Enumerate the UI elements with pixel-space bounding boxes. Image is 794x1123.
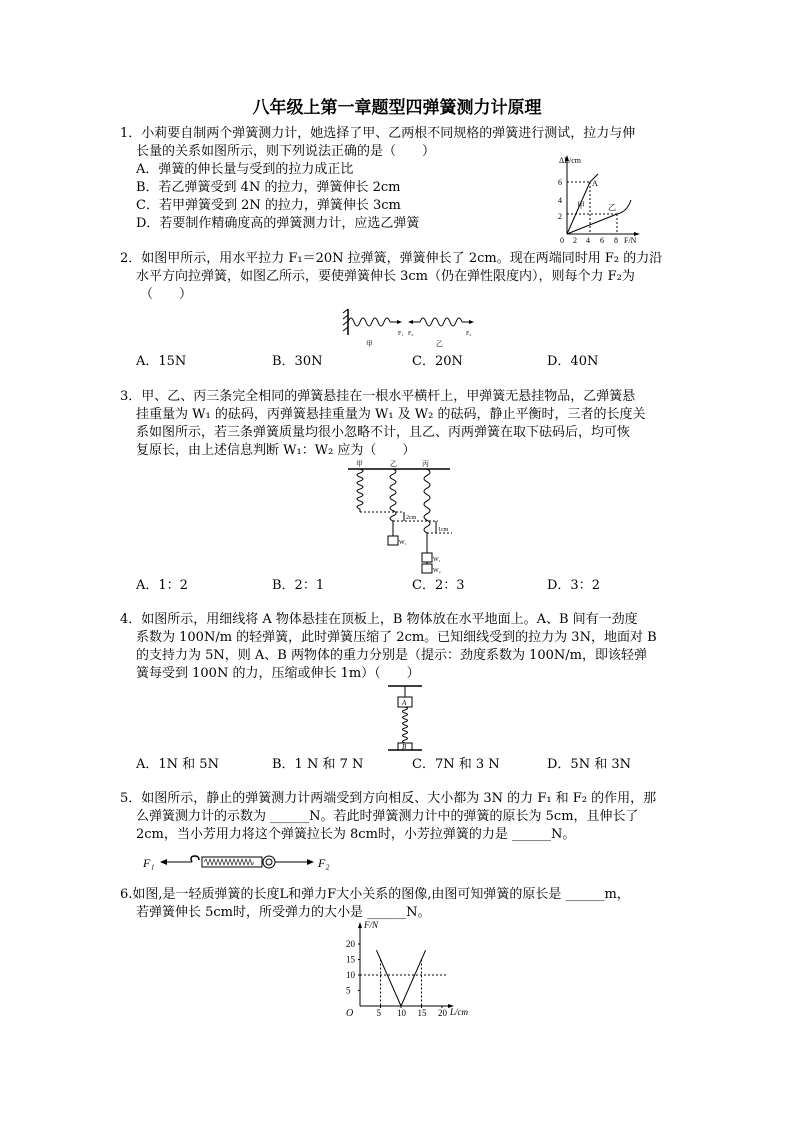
q1-xtick: 4 (586, 236, 590, 244)
q2-option-d: D．40N (547, 354, 599, 369)
q5-line-1: 5．如图所示，静止的弹簧测力计两端受到方向相反、大小都为 3N 的力 F₁ 和 F₂ 的作用，那 (120, 791, 657, 806)
q2-f1-label: F₁ (398, 331, 404, 337)
q1-origin: 0 (560, 236, 564, 244)
q6-xlabel: L/cm (450, 1007, 468, 1017)
q2-label-jia: 甲 (366, 340, 373, 348)
q1-option-d: D．若要制作精确度高的弹簧测力计，应选乙弹簧 (136, 216, 420, 231)
q6-xtick-label: 20 (438, 1008, 447, 1018)
q3-w1-yi: W₁ (399, 540, 407, 546)
q3-option-c: C．2：3 (412, 578, 465, 593)
q3-line-4: 复原长，由上述信息判断 W₁：W₂ 应为（ ） (136, 443, 416, 458)
q2-line-3: （ ） (140, 287, 193, 302)
q1-line-1: 1．小莉要自制两个弹簧测力计，她选择了甲、乙两根不同规格的弹簧进行测试，拉力与伸 (120, 126, 636, 141)
q1-option-b: B．若乙弹簧受到 4N 的拉力，弹簧伸长 2cm (136, 180, 401, 195)
q5-f2-label: F₂ (318, 856, 330, 870)
q1-label-yi: 乙 (608, 203, 616, 212)
q2-line-2: 水平方向拉弹簧，如图乙所示，要使弹簧伸长 3cm（仍在弹性限度内），则每个力 F₂为 (136, 269, 635, 284)
q1-label-jia: 甲 (577, 201, 585, 210)
q6-ylabel: F/N (364, 920, 379, 930)
q4-label-a: A (402, 699, 407, 707)
q5-line-2: 么弹簧测力计的示数为 ______N。若此时弹簧测力计中的弹簧的原长为 5cm，且伸长了 (136, 809, 639, 824)
q4-line-4: 簧每受到 100N 的力，压缩或伸长 1m）（ ） (136, 666, 420, 681)
q2-line-1: 2．如图甲所示，用水平拉力 F₁＝20N 拉弹簧，弹簧伸长了 2cm。现在两端同时用 F₂ 的力沿 (120, 251, 663, 266)
q3-label-yi: 乙 (390, 460, 397, 468)
q2-f2-left: F₂ (408, 331, 414, 337)
q1-ytick: 6 (558, 178, 562, 187)
q1-ytick: 4 (558, 196, 562, 205)
q6-series-line-left (376, 950, 401, 1006)
q1-xtick: 8 (614, 236, 618, 244)
q1-ylabel: ΔL/cm (559, 156, 582, 165)
q3-line-2: 挂重量为 W₁ 的砝码，丙弹簧悬挂重量为 W₁ 及 W₂ 的砝码，静止平衡时，三者的长度关 (136, 407, 646, 422)
q5-f1-label: F₁ (143, 856, 155, 870)
q3-w1-bing: W₁ (433, 557, 441, 563)
q6-xtick-label: 10 (397, 1008, 406, 1018)
q4-option-c: C．7N 和 3 N (412, 757, 500, 772)
q3-label-jia: 甲 (356, 460, 363, 468)
q1-xlabel: F/N (624, 236, 637, 244)
q3-option-d: D．3：2 (547, 578, 600, 593)
q5-figure (140, 850, 340, 874)
q6-line-1: 6.如图,是一轻质弹簧的长度L和弹力F大小关系的图像,由图可知弹簧的原长是 ______m， (120, 887, 630, 902)
q3-2cm: 2cm (406, 515, 417, 521)
q4-line-3: 的支持力为 5N，则 A、B 两物体的重力分别是（提示：劲度系数为 100N/m，即该轻弹 (136, 648, 648, 663)
q6-ytick-label: 5 (346, 985, 351, 996)
q4-line-1: 4．如图所示，用细线将 A 物体悬挂在顶板上，B 物体放在水平地面上。A、B 间有一劲度 (120, 612, 638, 627)
q1-option-a: A．弹簧的伸长量与受到的拉力成正比 (136, 162, 354, 177)
q2-figure (340, 305, 480, 351)
q1-label-a: A (592, 179, 598, 188)
q4-label-b: B (402, 743, 407, 751)
q1-option-c: C．若甲弹簧受到 2N 的拉力，弹簧伸长 3cm (136, 198, 401, 213)
q3-line-3: 系如图所示，若三条弹簧质量均很小忽略不计，且乙、丙两弹簧在取下砝码后，均可恢 (136, 425, 631, 440)
q4-option-d: D．5N 和 3N (547, 757, 631, 772)
q3-line-1: 3．甲、乙、丙三条完全相同的弹簧悬挂在一根水平横杆上，甲弹簧无悬挂物品，乙弹簧悬 (120, 389, 636, 404)
q6-xtick-label: 15 (417, 1008, 427, 1018)
q3-option-b: B．2：1 (272, 578, 325, 593)
q4-line-2: 系数为 100N/m 的轻弹簧，此时弹簧压缩了 2cm。已知细线受到的拉力为 3N，地面对 B (136, 630, 657, 645)
q6-ytick-label: 20 (346, 939, 355, 949)
q6-line-2: 若弹簧伸长 5cm时，所受弹力的大小是 ______N。 (136, 905, 431, 920)
q4-figure (380, 683, 430, 753)
q1-graph (545, 152, 645, 244)
q4-option-b: B．1 N 和 7 N (272, 757, 364, 772)
q3-figure (340, 458, 460, 578)
q1-xtick: 2 (573, 236, 577, 244)
q6-origin: O (346, 1008, 354, 1019)
q2-option-a: A．15N (136, 354, 187, 369)
q4-option-a: A．1N 和 5N (136, 757, 219, 772)
q3-label-bing: 丙 (422, 460, 429, 468)
q1-xtick: 6 (600, 236, 604, 244)
q6-xtick-label: 5 (376, 1008, 381, 1018)
q3-1cm: 1cm (438, 527, 449, 533)
q6-chart (338, 918, 478, 1022)
q1-ytick: 2 (558, 212, 562, 221)
q5-line-3: 2cm，当小芳用力将这个弹簧拉长为 8cm时，小芳拉弹簧的力是 ______N。 (136, 827, 576, 842)
q2-label-yi: 乙 (436, 340, 443, 348)
q3-option-a: A．1：2 (136, 578, 188, 593)
q3-w2-bing: W₂ (433, 568, 441, 574)
q2-option-c: C．20N (412, 354, 463, 369)
q1-line-2: 长量的关系如图所示，则下列说法正确的是（ ） (136, 144, 436, 159)
q6-series-line-right (401, 950, 426, 1006)
q6-ytick-label: 10 (346, 970, 355, 980)
q2-f2-right: F₂ (466, 331, 472, 337)
page-title: 八年级上第一章题型四弹簧测力计原理 (252, 98, 542, 118)
q2-option-b: B．30N (272, 354, 323, 369)
q6-ytick-label: 15 (346, 954, 355, 965)
